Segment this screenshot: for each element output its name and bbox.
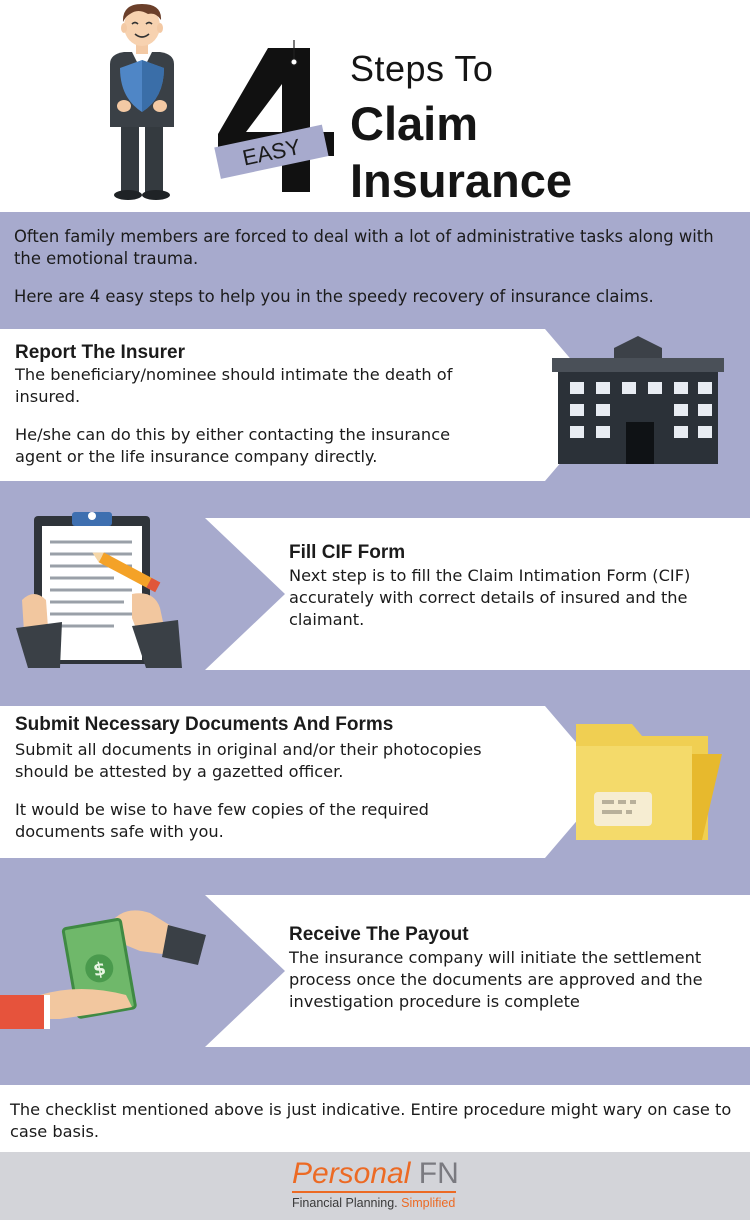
tagline-part-2: Simplified bbox=[401, 1196, 456, 1210]
step-3-paragraph-1: Submit all documents in original and/or their photocopies should be attested by a gazetted officer. bbox=[15, 740, 482, 781]
clipboard-form-icon bbox=[14, 508, 184, 678]
brand-name-fn: FN bbox=[418, 1157, 459, 1190]
step-1-text bbox=[15, 364, 465, 468]
title-line-1: Steps To bbox=[350, 48, 494, 89]
title-line-2: Claim bbox=[350, 97, 478, 150]
brand-name bbox=[292, 1158, 462, 1190]
big-four-graphic bbox=[210, 40, 350, 200]
brand-name-personal: Personal bbox=[292, 1157, 411, 1190]
personalfn-logo bbox=[292, 1158, 462, 1210]
intro-text bbox=[14, 226, 742, 308]
step-1-paragraph-1: The beneficiary/nominee should intimate the death of insured. bbox=[15, 365, 453, 406]
step-2-paragraph-1: Next step is to fill the Claim Intimation Form (CIF) accurately with correct details of insured and the claimant. bbox=[289, 566, 691, 629]
title-line-3: Insurance bbox=[350, 154, 573, 207]
step-2-title: Fill CIF Form bbox=[289, 542, 406, 563]
building-icon bbox=[548, 336, 728, 466]
easy-tag-label: EASY bbox=[240, 133, 303, 171]
step-3-paragraph-2: It would be wise to have few copies of the required documents safe with you. bbox=[15, 800, 429, 841]
tagline-part-1: Financial Planning. bbox=[292, 1196, 398, 1210]
money-handover-icon bbox=[0, 895, 210, 1045]
brand-rule bbox=[292, 1191, 456, 1193]
step-3-title: Submit Necessary Documents And Forms bbox=[15, 714, 394, 735]
step-1-title: Report The Insurer bbox=[15, 342, 185, 363]
brand-tagline bbox=[292, 1196, 462, 1210]
disclaimer-text: The checklist mentioned above is just indicative. Entire procedure might wary on case to case basis. bbox=[10, 1100, 732, 1141]
businessman-shield-icon bbox=[88, 2, 198, 212]
intro-paragraph-1: Often family members are forced to deal with a lot of administrative tasks along with the emotional trauma. bbox=[14, 227, 714, 268]
step-3-text bbox=[15, 739, 485, 843]
step-4-text bbox=[289, 947, 739, 1013]
folder-icon bbox=[572, 716, 732, 846]
step-4-title: Receive The Payout bbox=[289, 924, 469, 945]
dollar-sign: $ bbox=[91, 958, 108, 982]
step-4-paragraph-1: The insurance company will initiate the settlement process once the documents are approved and the investigation procedure is complete bbox=[289, 948, 703, 1011]
header bbox=[0, 0, 750, 212]
intro-paragraph-2: Here are 4 easy steps to help you in the speedy recovery of insurance claims. bbox=[14, 287, 654, 306]
step-1-paragraph-2: He/she can do this by either contacting the insurance agent or the life insurance company directly. bbox=[15, 425, 451, 466]
step-2-text bbox=[289, 565, 739, 631]
